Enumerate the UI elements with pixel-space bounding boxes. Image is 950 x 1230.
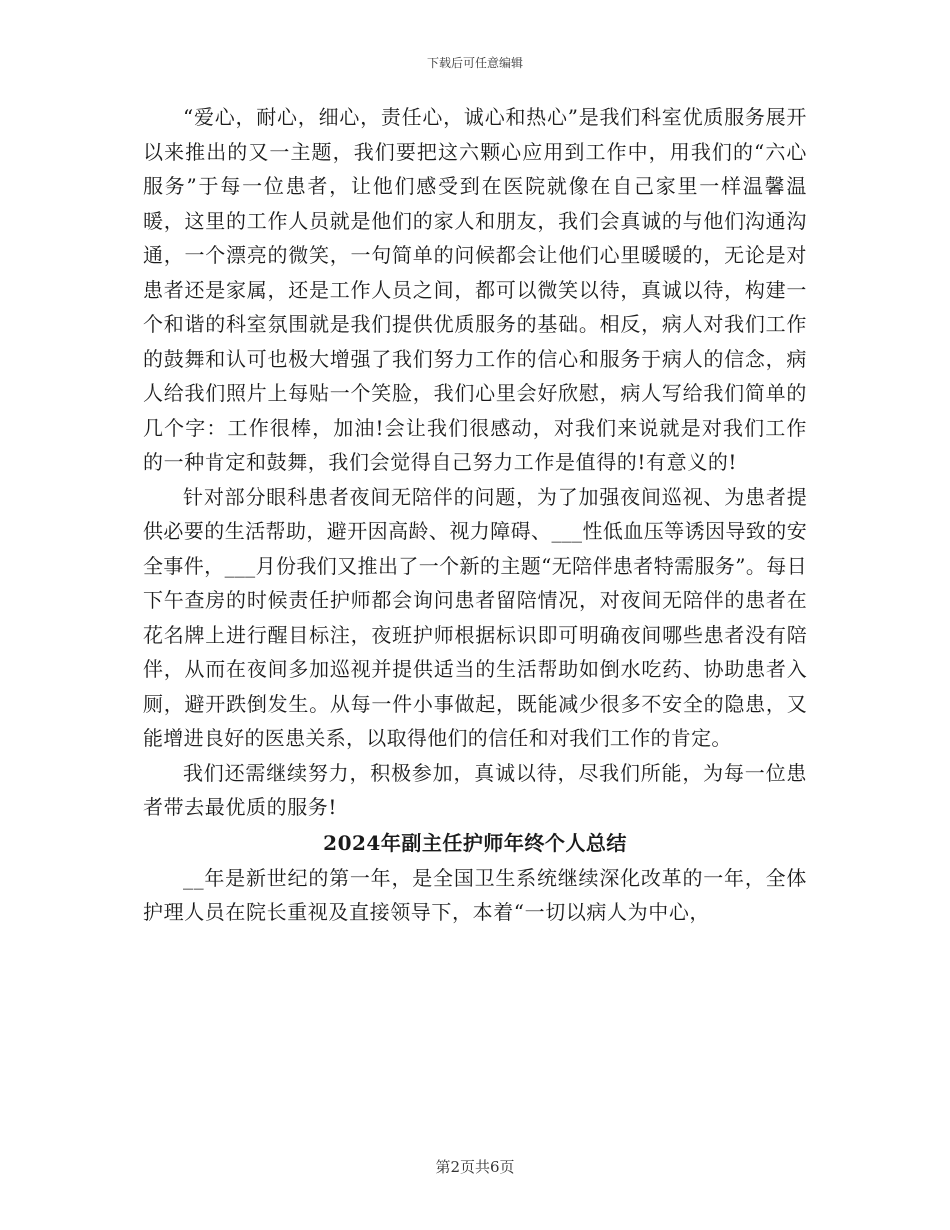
paragraph-section-intro: __年是新世纪的第一年，是全国卫生系统继续深化改革的一年，全体护理人员在院长重视及直接领导下，本着“一切以病人为中心，	[143, 865, 807, 924]
paragraph-unaccompanied-service: 针对部分眼科患者夜间无陪伴的问题，为了加强夜间巡视、为患者提供必要的生活帮助，避开因高龄、视力障碍、___性低血压等诱因导致的安全事件，___月份我们又推出了一个新的主题“无陪伴患者特需服务”。每日下午查房的时候责任护师都会询问患者留陪情况，对夜间无陪伴的患者在花名牌上进行醒目标注，夜班护师根据标识即可明确夜间哪些患者没有陪伴，从而在夜间多加巡视并提供适当的生活帮助如倒水吃药、协助患者入厕，避开跌倒发生。从每一件小事做起，既能减少很多不安全的隐患，又能增进良好的医患关系，以取得他们的信任和对我们工作的肯定。	[143, 484, 807, 750]
page-header: 下载后可任意编辑	[426, 56, 523, 70]
document-body	[143, 100, 807, 930]
paragraph-closing: 我们还需继续努力，积极参加，真诚以待，尽我们所能，为每一位患者带去最优质的服务!	[143, 760, 807, 819]
section-title: 2024年副主任护师年终个人总结	[323, 830, 627, 855]
page-number: 第2页共6页	[435, 1158, 515, 1176]
paragraph-six-hearts: “爱心，耐心，细心，责任心，诚心和热心”是我们科室优质服务展开以来推出的又一主题，我们要把这六颗心应用到工作中，用我们的“六心服务”于每一位患者，让他们感受到在医院就像在自己家里一样温馨温暖，这里的工作人员就是他们的家人和朋友，我们会真诚的与他们沟通沟通，一个漂亮的微笑，一句简单的问候都会让他们心里暖暖的，无论是对患者还是家属，还是工作人员之间，都可以微笑以待，真诚以待，构建一个和谐的科室氛围就是我们提供优质服务的基础。相反，病人对我们工作的鼓舞和认可也极大增强了我们努力工作的信心和服务于病人的信念，病人给我们照片上每贴一个笑脸，我们心里会好欣慰，病人写给我们简单的几个字：工作很棒，加油!会让我们很感动，对我们来说就是对我们工作的一种肯定和鼓舞，我们会觉得自己努力工作是值得的!有意义的!	[143, 105, 807, 474]
